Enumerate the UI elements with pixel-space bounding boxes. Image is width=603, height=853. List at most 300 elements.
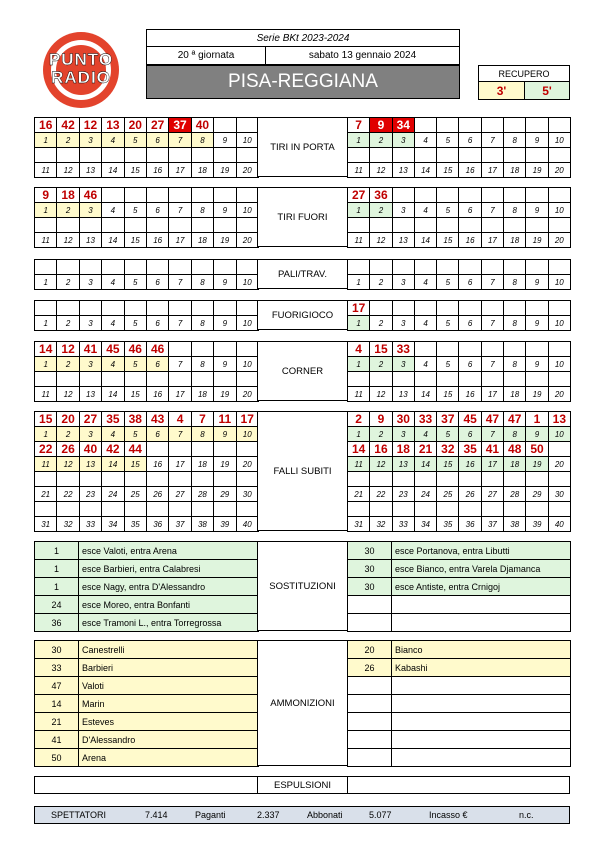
- slot-number: 18: [504, 233, 526, 248]
- fuorigioco-home-grid: [34, 300, 259, 331]
- event-text: Esteves: [79, 713, 259, 731]
- stat-value: [191, 218, 213, 233]
- stat-value: 48: [504, 442, 526, 457]
- stat-value: [236, 442, 258, 457]
- slot-number: 12: [57, 387, 79, 402]
- slot-number: 7: [481, 133, 503, 148]
- falli-home-grid: [34, 411, 259, 532]
- stat-value: 47: [504, 412, 526, 427]
- slot-number: 31: [348, 517, 370, 532]
- paganti-value: 2.337: [257, 810, 280, 820]
- slot-number: 35: [437, 517, 459, 532]
- stat-value: [102, 301, 124, 316]
- slot-number: 15: [124, 233, 146, 248]
- slot-number: 14: [102, 387, 124, 402]
- slot-number: 13: [79, 457, 101, 472]
- stat-value: 16: [370, 442, 392, 457]
- slot-number: 1: [348, 427, 370, 442]
- stat-value: [414, 472, 436, 487]
- slot-number: 8: [504, 133, 526, 148]
- stat-value: [504, 472, 526, 487]
- incasso-value: n.c.: [519, 810, 534, 820]
- slot-number: 8: [504, 357, 526, 372]
- slot-number: 2: [370, 357, 392, 372]
- slot-number: 37: [169, 517, 191, 532]
- slot-number: 5: [437, 316, 459, 331]
- stat-value: 9: [370, 412, 392, 427]
- stat-value: [57, 472, 79, 487]
- stat-value: [548, 472, 570, 487]
- slot-number: 2: [370, 203, 392, 218]
- stat-value: 42: [57, 118, 79, 133]
- slot-number: 9: [526, 427, 548, 442]
- espulsioni-home: [34, 776, 258, 794]
- stat-value: [169, 188, 191, 203]
- table-row: [35, 596, 259, 614]
- stat-value: [191, 502, 213, 517]
- stat-value: [504, 118, 526, 133]
- slot-number: 16: [146, 233, 168, 248]
- slot-number: 40: [548, 517, 570, 532]
- slot-number: 2: [57, 427, 79, 442]
- stat-value: [214, 260, 236, 275]
- stat-value: [214, 372, 236, 387]
- slot-number: 6: [459, 427, 481, 442]
- event-text: esce Moreo, entra Bonfanti: [79, 596, 259, 614]
- slot-number: 2: [57, 316, 79, 331]
- recupero-second: 5': [524, 81, 570, 100]
- slot-number: 10: [236, 316, 258, 331]
- stat-value: [392, 372, 414, 387]
- stat-value: 13: [548, 412, 570, 427]
- slot-number: 9: [526, 133, 548, 148]
- stat-value: [57, 218, 79, 233]
- table-row: [35, 659, 259, 677]
- stat-value: 35: [102, 412, 124, 427]
- stat-value: [481, 372, 503, 387]
- stat-value: [414, 260, 436, 275]
- slot-number: 10: [548, 316, 570, 331]
- stat-value: [414, 502, 436, 517]
- incasso-label: Incasso €: [429, 810, 468, 820]
- slot-number: 12: [370, 233, 392, 248]
- slot-number: 21: [348, 487, 370, 502]
- stat-value: [169, 218, 191, 233]
- stat-value: [481, 342, 503, 357]
- slot-number: 16: [459, 457, 481, 472]
- slot-number: 13: [392, 387, 414, 402]
- slot-number: 18: [191, 457, 213, 472]
- event-text: esce Tramoni L., entra Torregrossa: [79, 614, 259, 632]
- stat-value: 11: [214, 412, 236, 427]
- event-text: Barbieri: [79, 659, 259, 677]
- stat-value: [437, 372, 459, 387]
- minute: 20: [348, 641, 392, 659]
- slot-number: 22: [57, 487, 79, 502]
- slot-number: 1: [348, 203, 370, 218]
- event-text: esce Antiste, entra Crnigoj: [392, 578, 571, 596]
- stat-value: [392, 188, 414, 203]
- stat-value: [236, 148, 258, 163]
- stat-value: [35, 502, 57, 517]
- slot-number: 8: [191, 427, 213, 442]
- stat-value: [35, 260, 57, 275]
- slot-number: 38: [504, 517, 526, 532]
- slot-number: 2: [57, 275, 79, 290]
- slot-number: 34: [414, 517, 436, 532]
- table-row: [348, 677, 571, 695]
- event-text: [392, 731, 571, 749]
- stat-value: [370, 301, 392, 316]
- stat-value: [124, 260, 146, 275]
- slot-number: 12: [57, 457, 79, 472]
- slot-number: 7: [481, 427, 503, 442]
- stat-value: [214, 188, 236, 203]
- stat-value: 1: [526, 412, 548, 427]
- slot-number: 3: [392, 357, 414, 372]
- slot-number: 4: [414, 275, 436, 290]
- slot-number: 11: [348, 233, 370, 248]
- minute: 1: [35, 542, 79, 560]
- stat-value: [548, 502, 570, 517]
- table-row: [35, 578, 259, 596]
- slot-number: 7: [169, 203, 191, 218]
- slot-number: 35: [124, 517, 146, 532]
- table-row: [348, 614, 571, 632]
- slot-number: 4: [414, 357, 436, 372]
- slot-number: 23: [79, 487, 101, 502]
- stat-value: [348, 148, 370, 163]
- slot-number: 3: [79, 275, 101, 290]
- stat-value: [102, 502, 124, 517]
- stat-value: 40: [191, 118, 213, 133]
- slot-number: 1: [348, 357, 370, 372]
- stat-value: [504, 342, 526, 357]
- slot-number: 6: [146, 203, 168, 218]
- slot-number: 39: [526, 517, 548, 532]
- slot-number: 33: [392, 517, 414, 532]
- slot-number: 4: [102, 275, 124, 290]
- stat-value: [236, 118, 258, 133]
- stat-value: [57, 301, 79, 316]
- stat-value: [191, 372, 213, 387]
- slot-number: 36: [459, 517, 481, 532]
- slot-number: 16: [146, 457, 168, 472]
- stat-value: [481, 260, 503, 275]
- corner-away-grid: [347, 341, 571, 402]
- stat-value: [526, 301, 548, 316]
- ammonizioni-home: [34, 640, 259, 767]
- slot-number: 5: [124, 427, 146, 442]
- stat-value: [437, 118, 459, 133]
- slot-number: 18: [191, 233, 213, 248]
- stat-value: [481, 218, 503, 233]
- slot-number: 13: [392, 457, 414, 472]
- minute: 30: [35, 641, 79, 659]
- table-row: [35, 677, 259, 695]
- event-text: Bianco: [392, 641, 571, 659]
- slot-number: 39: [214, 517, 236, 532]
- stat-value: [459, 301, 481, 316]
- slot-number: 3: [392, 427, 414, 442]
- slot-number: 9: [214, 316, 236, 331]
- stat-value: 46: [146, 342, 168, 357]
- stat-value: [236, 260, 258, 275]
- stat-value: [414, 301, 436, 316]
- stat-value: [370, 472, 392, 487]
- slot-number: 8: [191, 316, 213, 331]
- table-row: [348, 713, 571, 731]
- slot-number: 10: [548, 203, 570, 218]
- slot-number: 13: [79, 387, 101, 402]
- stat-value: 4: [348, 342, 370, 357]
- slot-number: 19: [526, 233, 548, 248]
- slot-number: 5: [124, 275, 146, 290]
- slot-number: 5: [437, 275, 459, 290]
- stat-value: 18: [57, 188, 79, 203]
- minute: 30: [348, 578, 392, 596]
- tiri_in_porta-home-grid: [34, 117, 259, 178]
- event-text: esce Bianco, entra Varela Djamanca: [392, 560, 571, 578]
- table-row: [348, 578, 571, 596]
- stat-value: 45: [102, 342, 124, 357]
- slot-number: 17: [481, 163, 503, 178]
- falli-away-grid: [347, 411, 571, 532]
- stat-value: 27: [79, 412, 101, 427]
- slot-number: 5: [437, 203, 459, 218]
- stat-value: [392, 301, 414, 316]
- stat-value: [437, 301, 459, 316]
- slot-number: 4: [102, 133, 124, 148]
- stat-value: [79, 301, 101, 316]
- stat-value: [79, 502, 101, 517]
- stat-value: 12: [79, 118, 101, 133]
- stat-value: [191, 442, 213, 457]
- stat-value: [236, 301, 258, 316]
- stat-value: 16: [35, 118, 57, 133]
- table-row: [348, 560, 571, 578]
- slot-number: 27: [169, 487, 191, 502]
- slot-number: 8: [504, 203, 526, 218]
- stat-value: [348, 260, 370, 275]
- slot-number: 28: [504, 487, 526, 502]
- event-text: D'Alessandro: [79, 731, 259, 749]
- slot-number: 4: [414, 316, 436, 331]
- slot-number: 20: [236, 233, 258, 248]
- stat-value: [169, 372, 191, 387]
- slot-number: 16: [459, 387, 481, 402]
- stat-value: [102, 472, 124, 487]
- slot-number: 20: [236, 387, 258, 402]
- slot-number: 20: [548, 387, 570, 402]
- stat-value: [504, 148, 526, 163]
- slot-number: 16: [146, 163, 168, 178]
- ammonizioni-away: [347, 640, 571, 767]
- stat-value: [414, 188, 436, 203]
- match-date: sabato 13 gennaio 2024: [265, 46, 460, 65]
- pali-label: PALI/TRAV.: [257, 259, 348, 289]
- stat-value: [124, 502, 146, 517]
- abbonati-label: Abbonati: [307, 810, 343, 820]
- stat-value: 12: [57, 342, 79, 357]
- slot-number: 6: [459, 275, 481, 290]
- slot-number: 14: [414, 387, 436, 402]
- stat-value: [414, 218, 436, 233]
- event-text: esce Valoti, entra Arena: [79, 542, 259, 560]
- slot-number: 4: [414, 133, 436, 148]
- event-text: [392, 713, 571, 731]
- stat-value: [526, 502, 548, 517]
- stat-value: [146, 372, 168, 387]
- stat-value: [57, 372, 79, 387]
- slot-number: 10: [548, 427, 570, 442]
- stat-value: [35, 218, 57, 233]
- stat-value: [124, 372, 146, 387]
- stat-value: 14: [348, 442, 370, 457]
- stat-value: [236, 218, 258, 233]
- stat-value: 17: [348, 301, 370, 316]
- slot-number: 7: [169, 357, 191, 372]
- minute: 24: [35, 596, 79, 614]
- stat-value: [102, 148, 124, 163]
- slot-number: 20: [548, 457, 570, 472]
- slot-number: 15: [437, 163, 459, 178]
- minute: [348, 614, 392, 632]
- stat-value: 4: [169, 412, 191, 427]
- stat-value: 34: [392, 118, 414, 133]
- slot-number: 37: [481, 517, 503, 532]
- stat-value: [414, 342, 436, 357]
- slot-number: 30: [236, 487, 258, 502]
- slot-number: 25: [124, 487, 146, 502]
- spettatori-label: SPETTATORI: [51, 810, 107, 820]
- stat-value: [437, 502, 459, 517]
- slot-number: 7: [169, 427, 191, 442]
- stat-value: [481, 148, 503, 163]
- slot-number: 10: [548, 133, 570, 148]
- slot-number: 4: [414, 427, 436, 442]
- slot-number: 1: [35, 316, 57, 331]
- stat-value: [214, 472, 236, 487]
- slot-number: 29: [526, 487, 548, 502]
- slot-number: 2: [370, 133, 392, 148]
- corner-home-grid: [34, 341, 259, 402]
- table-row: [348, 596, 571, 614]
- slot-number: 11: [348, 457, 370, 472]
- slot-number: 5: [124, 357, 146, 372]
- stat-value: 26: [57, 442, 79, 457]
- stat-value: [169, 301, 191, 316]
- stat-value: [504, 301, 526, 316]
- table-row: [348, 659, 571, 677]
- stat-value: [35, 301, 57, 316]
- stat-value: [437, 260, 459, 275]
- slot-number: 3: [392, 316, 414, 331]
- stat-value: 13: [102, 118, 124, 133]
- stat-value: [504, 188, 526, 203]
- stat-value: 33: [392, 342, 414, 357]
- stat-value: [191, 472, 213, 487]
- slot-number: 14: [414, 457, 436, 472]
- slot-number: 7: [481, 275, 503, 290]
- slot-number: 3: [392, 133, 414, 148]
- stat-value: [146, 502, 168, 517]
- slot-number: 3: [392, 203, 414, 218]
- slot-number: 3: [79, 427, 101, 442]
- minute: [348, 731, 392, 749]
- slot-number: 26: [459, 487, 481, 502]
- slot-number: 20: [548, 233, 570, 248]
- stat-value: [236, 372, 258, 387]
- stat-value: [169, 148, 191, 163]
- minute: [348, 749, 392, 767]
- event-text: Kabashi: [392, 659, 571, 677]
- stat-value: [236, 472, 258, 487]
- slot-number: 4: [102, 427, 124, 442]
- stat-value: [79, 148, 101, 163]
- slot-number: 1: [348, 133, 370, 148]
- slot-number: 8: [191, 275, 213, 290]
- stat-value: [548, 442, 570, 457]
- stat-value: [35, 148, 57, 163]
- stat-value: [348, 472, 370, 487]
- stat-value: 41: [481, 442, 503, 457]
- stat-value: 37: [169, 118, 191, 133]
- espulsioni-away: [347, 776, 570, 794]
- slot-number: 14: [102, 457, 124, 472]
- paganti-label: Paganti: [195, 810, 226, 820]
- stat-value: [348, 218, 370, 233]
- slot-number: 7: [169, 275, 191, 290]
- stat-value: [348, 502, 370, 517]
- slot-number: 36: [146, 517, 168, 532]
- slot-number: 19: [526, 457, 548, 472]
- slot-number: 25: [437, 487, 459, 502]
- slot-number: 19: [214, 457, 236, 472]
- slot-number: 10: [236, 203, 258, 218]
- stat-value: [236, 188, 258, 203]
- table-row: [348, 749, 571, 767]
- slot-number: 11: [348, 387, 370, 402]
- slot-number: 2: [57, 357, 79, 372]
- slot-number: 6: [459, 203, 481, 218]
- event-text: [392, 614, 571, 632]
- stat-value: 38: [124, 412, 146, 427]
- slot-number: 28: [191, 487, 213, 502]
- tiri_fuori-away-grid: [347, 187, 571, 248]
- match-title: PISA-REGGIANA: [146, 65, 460, 99]
- slot-number: 6: [459, 133, 481, 148]
- stat-value: [102, 372, 124, 387]
- ammonizioni-label: AMMONIZIONI: [257, 640, 348, 766]
- slot-number: 9: [214, 427, 236, 442]
- stat-value: [548, 148, 570, 163]
- slot-number: 15: [437, 457, 459, 472]
- minute: [348, 695, 392, 713]
- slot-number: 5: [437, 357, 459, 372]
- stat-value: [526, 118, 548, 133]
- event-text: [392, 695, 571, 713]
- table-row: [348, 695, 571, 713]
- event-text: esce Nagy, entra D'Alessandro: [79, 578, 259, 596]
- slot-number: 10: [548, 357, 570, 372]
- stat-value: [481, 188, 503, 203]
- minute: 26: [348, 659, 392, 677]
- slot-number: 20: [548, 163, 570, 178]
- slot-number: 18: [191, 387, 213, 402]
- stat-value: [146, 301, 168, 316]
- minute: 33: [35, 659, 79, 677]
